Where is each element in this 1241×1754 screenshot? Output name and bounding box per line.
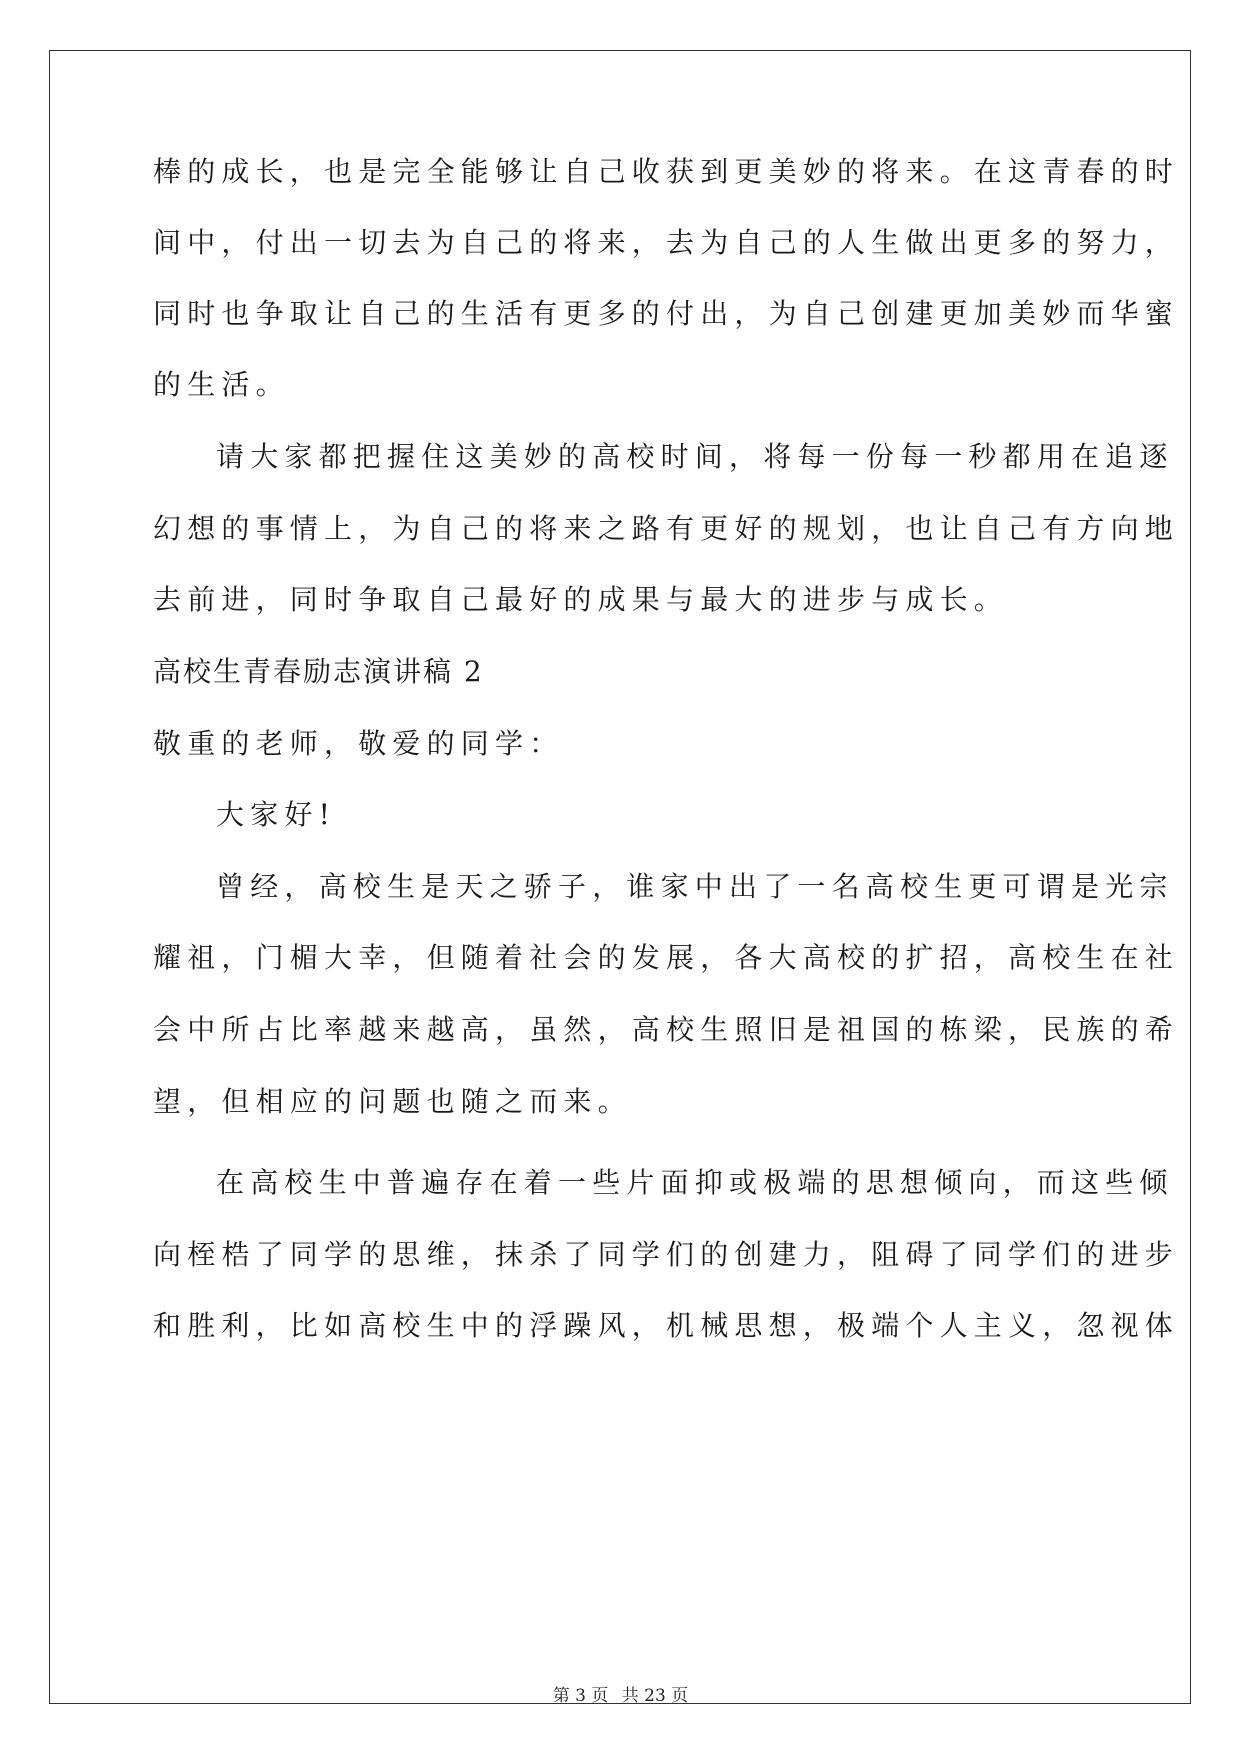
page-number: 第 3 页 — [552, 1686, 609, 1706]
paragraph-line: 望，但相应的问题也随之而来。 — [153, 1085, 632, 1118]
salutation: 敬重的老师，敬爱的同学： — [153, 727, 564, 760]
greeting: 大家好! — [216, 798, 337, 831]
paragraph-line: 去前进，同时争取自己最好的成果与最大的进步与成长。 — [153, 583, 1009, 616]
paragraph-line: 和胜利，比如高校生中的浮躁风，机械思想，极端个人主义，忽视体 — [153, 1309, 1180, 1342]
page-footer — [0, 1685, 1241, 1707]
paragraph-line: 会中所占比率越来越高，虽然，高校生照旧是祖国的栋梁，民族的希 — [153, 1013, 1180, 1046]
paragraph-line: 间中，付出一切去为自己的将来，去为自己的人生做出更多的努力， — [153, 226, 1180, 259]
section-title: 高校生青春励志演讲稿 2 — [153, 655, 484, 688]
paragraph-line: 曾经，高校生是天之骄子，谁家中出了一名高校生更可谓是光宗 — [216, 870, 1174, 903]
paragraph-line: 在高校生中普遍存在着一些片面抑或极端的思想倾向，而这些倾 — [216, 1166, 1174, 1199]
page-total: 共 23 页 — [621, 1686, 689, 1706]
paragraph-line: 向桎梏了同学的思维，抹杀了同学们的创建力，阻碍了同学们的进步 — [153, 1238, 1180, 1271]
paragraph-line: 请大家都把握住这美妙的高校时间，将每一份每一秒都用在追逐 — [216, 440, 1174, 473]
paragraph-line: 的生活。 — [153, 368, 290, 401]
paragraph-line: 同时也争取让自己的生活有更多的付出，为自己创建更加美妙而华蜜 — [153, 297, 1180, 330]
paragraph-line: 幻想的事情上，为自己的将来之路有更好的规划，也让自己有方向地 — [153, 512, 1180, 545]
paragraph-line: 耀祖，门楣大幸，但随着社会的发展，各大高校的扩招，高校生在社 — [153, 941, 1180, 974]
paragraph-line: 棒的成长，也是完全能够让自己收获到更美妙的将来。在这青春的时 — [153, 155, 1180, 188]
